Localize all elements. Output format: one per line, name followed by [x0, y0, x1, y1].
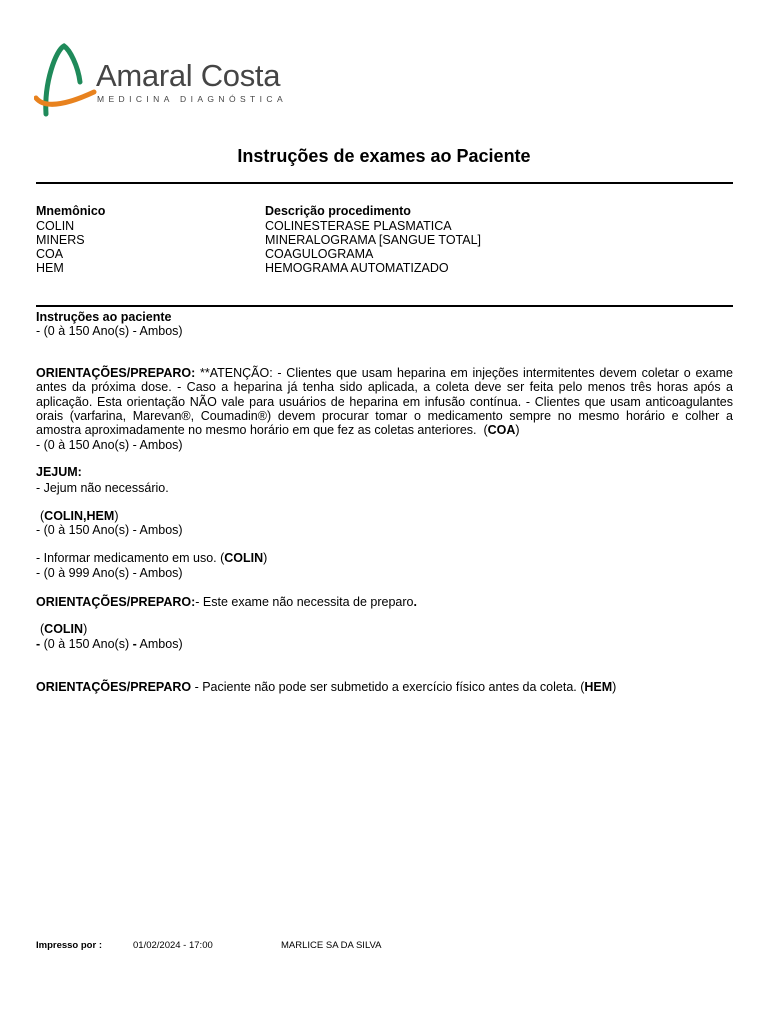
fasting-label: JEJUM: — [36, 465, 82, 479]
table-row-mnemonic: COA — [36, 247, 64, 261]
table-row-mnemonic: COLIN — [36, 219, 75, 233]
exam-code: COLIN — [44, 622, 84, 636]
orientation-text: - Este exame não necessita de preparo — [195, 595, 414, 609]
age-range: - (0 à 999 Ano(s) - Ambos) — [36, 566, 183, 580]
orientation-text: - Paciente não pode ser submetido a exercício físico antes da coleta. — [191, 680, 577, 694]
title-divider — [36, 182, 733, 184]
instructions-heading: Instruções ao paciente — [36, 310, 172, 324]
exam-code: HEM — [584, 680, 613, 694]
preparation-attention-paragraph: ORIENTAÇÕES/PREPARO: **ATENÇÃO: - Clientes que usam heparina em injeções intermitentes devem coletar o exame antes da próxima dose. - Caso a heparina já tenha sido aplicada, a coleta deve ser feita pelo menos três horas após a aplicação. Esta orientação NÃO vale para usuários de heparina em infusão contínua. - Clientes que usam anticoagulantes orais (varfarina, Marevan®, Coumadin®) devem procurar tomar o medicamento sempre no mesmo horário e colher a amostra aproximadamente no mesmo horário em que fez as coletas anteriores. (COA) — [36, 366, 733, 438]
exam-codes: COLIN,HEM — [44, 509, 115, 523]
age-range: - (0 à 150 Ano(s) - Ambos) — [36, 438, 183, 452]
fasting-text: - Jejum não necessário. — [36, 481, 169, 495]
table-row-description: HEMOGRAMA AUTOMATIZADO — [265, 261, 449, 275]
age-range: - (0 à 150 Ano(s) - Ambos) — [36, 637, 183, 651]
orientation-text: **ATENÇÃO: - Clientes que usam heparina em injeções intermitentes devem coletar o exame antes da próxima dose. - Caso a heparina já tenha sido aplicada, a coleta deve ser feita pelo menos três horas após a aplicação. Esta orientação NÃO vale para usuários de heparina em infusão contínua. - Clientes que usam anticoagulantes orais (varfarina, Marevan®, Coumadin®) devem procurar tomar o medicamento sempre no mesmo horário e colher a amostra aproximadamente no mesmo horário em que fez as coletas anteriores. — [36, 366, 733, 438]
orientation-label: ORIENTAÇÕES/PREPARO — [36, 680, 192, 694]
printed-datetime: 01/02/2024 - 17:00 — [133, 940, 213, 951]
table-divider — [36, 305, 733, 307]
mnemonic-header: Mnemônico — [36, 204, 106, 218]
exercise-orientation-line: ORIENTAÇÕES/PREPARO - Paciente não pode ser submetido a exercício físico antes da coleta. (HEM) — [36, 680, 617, 694]
table-row-mnemonic: MINERS — [36, 233, 85, 247]
age-range: - (0 à 150 Ano(s) - Ambos) — [36, 523, 183, 537]
exam-code-line: (COLIN) — [40, 622, 88, 636]
orientation-label: ORIENTAÇÕES/PREPARO: — [36, 366, 196, 380]
table-row-mnemonic: HEM — [36, 261, 64, 275]
printed-by-label: Impresso por : — [36, 940, 102, 951]
exam-code: COLIN — [224, 551, 264, 565]
page-title: Instruções de exames ao Paciente — [237, 146, 531, 166]
description-header: Descrição procedimento — [265, 204, 411, 218]
table-row-description: COLINESTERASE PLASMATICA — [265, 219, 452, 233]
brand-tagline: MEDICINA DIAGNÓSTICA — [97, 94, 288, 104]
brand-name: Amaral Costa — [96, 58, 281, 93]
exam-codes-line: (COLIN,HEM) — [40, 509, 119, 523]
medication-line: - Informar medicamento em uso. (COLIN) — [36, 551, 268, 565]
age-range: - (0 à 150 Ano(s) - Ambos) — [36, 324, 183, 338]
orientation-label: ORIENTAÇÕES/PREPARO: — [36, 595, 196, 609]
exam-code: COA — [487, 423, 516, 438]
table-row-description: COAGULOGRAMA — [265, 247, 374, 261]
printed-by-user: MARLICE SA DA SILVA — [281, 940, 382, 951]
table-row-description: MINERALOGRAMA [SANGUE TOTAL] — [265, 233, 482, 247]
medication-text: - Informar medicamento em uso. — [36, 551, 217, 565]
no-preparation-line: ORIENTAÇÕES/PREPARO:- Este exame não necessita de preparo. — [36, 595, 417, 609]
